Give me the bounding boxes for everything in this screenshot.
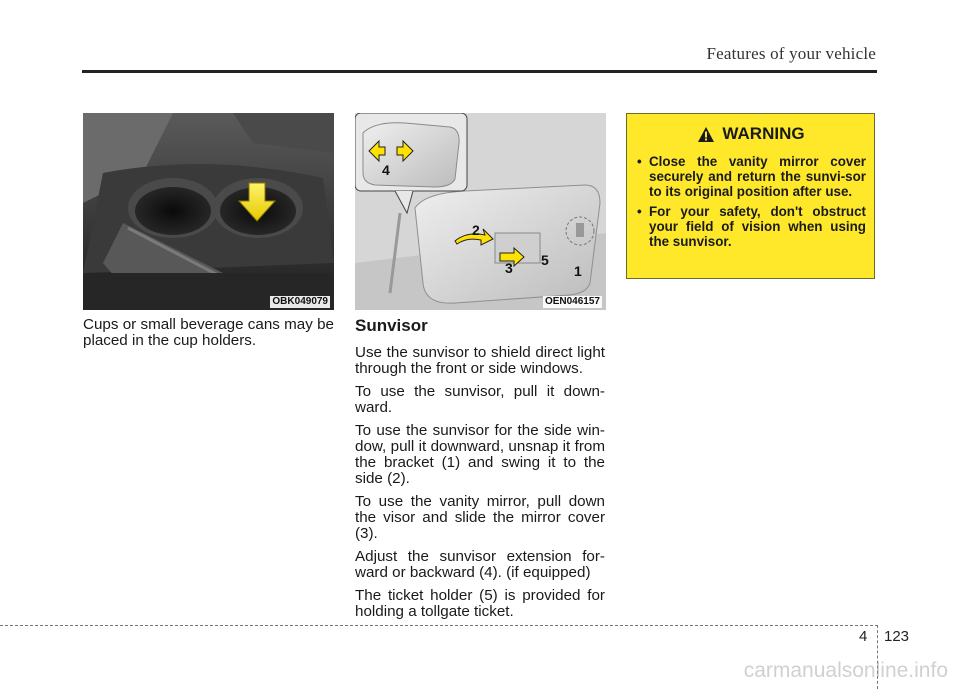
callout-5: 5 [541, 252, 549, 268]
footer-rule [0, 625, 878, 626]
warning-title: WARNING [722, 124, 805, 143]
bullet: • [637, 204, 642, 219]
warning-item [637, 154, 866, 199]
section-header: Features of your vehicle [706, 44, 876, 63]
paragraph: Use the sunvisor to shield direct light through the front or side windows. [355, 344, 605, 377]
cup-holder-text-block [83, 317, 334, 356]
paragraph: Adjust the sunvisor extension for-ward or backward (4). (if equipped) [355, 548, 605, 581]
cup-holder-paragraph: Cups or small beverage cans may be placed in the cup holders. [83, 316, 334, 349]
paragraph: To use the sunvisor, pull it down-ward. [355, 383, 605, 416]
callout-1: 1 [574, 263, 582, 279]
page-number: 123 [884, 628, 910, 645]
callout-2: 2 [472, 222, 480, 238]
header-rule [82, 70, 877, 73]
sunvisor-diagram [355, 113, 606, 310]
callout-3: 3 [505, 260, 513, 276]
sunvisor-illustration [355, 113, 606, 310]
paragraph: To use the vanity mirror, pull down the visor and slide the mirror cover (3). [355, 493, 605, 542]
paragraph: The ticket holder (5) is provided for holding a tollgate ticket. [355, 587, 605, 620]
figure-code: OEN046157 [544, 296, 600, 307]
cup-holder-photo [83, 113, 334, 310]
callout-4: 4 [382, 162, 390, 178]
watermark: carmanualsonline.info [743, 659, 948, 682]
bullet: • [637, 154, 642, 169]
chapter-number: 4 [859, 628, 868, 645]
sunvisor-text-block [355, 317, 605, 627]
warning-item [637, 204, 866, 249]
cup-holder-illustration [83, 113, 334, 310]
warning-box [626, 113, 875, 279]
warning-list [637, 154, 866, 249]
paragraph: To use the sunvisor for the side win-dow, pull it downward, unsnap it from the bracket (1) and swing it to the side (2). [355, 422, 605, 487]
section-title: Sunvisor [355, 316, 428, 335]
warning-header [637, 124, 866, 144]
figure-code: OBK049079 [272, 296, 328, 307]
warning-item-text: Close the vanity mirror cover securely and return the sunvi-sor to its original position after use. [649, 154, 866, 199]
warning-item-text: For your safety, don't obstruct your field of vision when using the sunvisor. [649, 204, 866, 249]
warning-triangle-icon [698, 127, 714, 142]
